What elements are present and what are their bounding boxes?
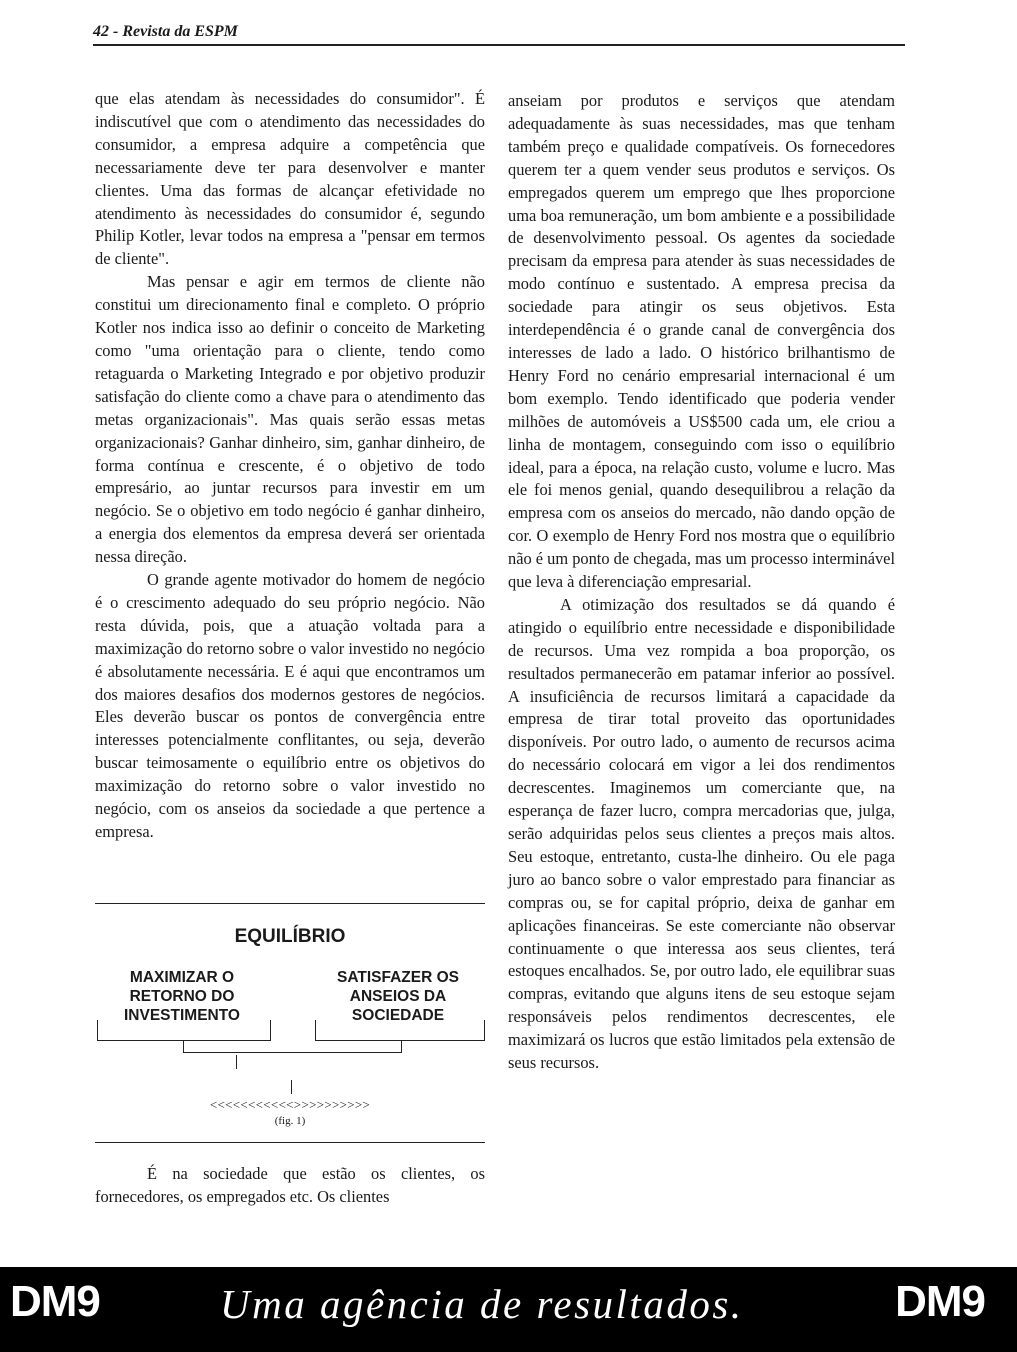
paragraph: O grande agente motivador do homem de negócio é o crescimento adequado do seu próprio negócio. Não resta dúvida, pois, que a atuação voltada para a maximização do retorno sobre o valor investido no negócio é absolutamente necessária. E é aqui que encontramos um dos maiores desafios dos modernos gestores de negócios. Eles deverão buscar os pontos de convergência entre interesses potencialmente conflitantes, ou seja, deverão buscar teimosamente o equilíbrio entre os objetivos do maximização do retorno sobre o valor investido no negócio, com os anseios da sociedade a que pertence a empresa.: [95, 570, 485, 841]
left-bracket-tick: [270, 1020, 271, 1040]
dm9-logo-right: DM9: [895, 1277, 985, 1326]
paragraph: anseiam por produtos e serviços que atendam adequadamente às suas necessidades, mas que tenham também preço e qualidade compatíveis. Os fornecedores querem ter a quem vender seus produtos e serviços. Os empregados querem um emprego que lhes proporcione uma boa remuneração, um bom ambiente e a possibilidade de desenvolvimento pessoal. Os agentes da sociedade precisam da empresa para atender às suas necessidades de modo contínuo e sustentado. A empresa precisa da sociedade para atingir os seus objetivos. Esta interdependência é o grande canal de convergência dos interesses de lado a lado. O histórico brilhantismo de Henry Ford no cenário empresarial internacional é um bom exemplo. Tendo identificado que poderia vender milhões de automóveis a US$500 cada um, ele criou a linha de montagem, conseguindo com isso o equilíbrio ideal, para a época, na relação custo, volume e lucro. Mas ele foi menos genial, quando desequilibrou a relação da empresa com os anseios do mercado, não dando opção de cor. O exemplo de Henry Ford nos mostra que o equilíbrio não é um ponto de chegada, mas um processo interminável que leva à diferenciação empresarial.: [508, 91, 895, 592]
right-column: [508, 90, 895, 1075]
figure-arrows: <<<<<<<<<<<>>>>>>>>>>: [209, 1097, 371, 1112]
left-column: [95, 88, 485, 844]
join-tick: [401, 1041, 402, 1052]
join-tick: [183, 1041, 184, 1052]
banner-slogan: Uma agência de resultados.: [220, 1281, 744, 1327]
running-header: [93, 22, 905, 46]
figure-right-box: SATISFAZER OS ANSEIOS DA SOCIEDADE: [336, 969, 459, 1024]
dm9-logo-left: DM9: [10, 1277, 100, 1326]
advertisement-banner: [0, 1267, 1017, 1352]
equilibrium-figure: [95, 903, 485, 1143]
paragraph: É na sociedade que estão os clientes, os fornecedores, os empregados etc. Os clientes: [95, 1164, 485, 1206]
figure-title: EQUILÍBRIO: [234, 926, 346, 947]
header-title: 42 - Revista da ESPM: [93, 23, 238, 40]
figure-left-box: MAXIMIZAR O RETORNO DO INVESTIMENTO: [124, 969, 240, 1024]
left-bracket-tick: [97, 1020, 98, 1040]
right-bracket-bar: [315, 1040, 485, 1041]
center-stem: [291, 1080, 292, 1094]
paragraph: Mas pensar e agir em termos de cliente não constitui um direcionamento final e completo. O próprio Kotler nos indica isso ao definir o conceito de Marketing como "uma orientação para o cliente, tendo como retaguarda o Marketing Integrado e por objetivo produzir satisfação do cliente como a chave para o atendimento das metas organizacionais". Mas quais serão essas metas organizacionais? Ganhar dinheiro, sim, ganhar dinheiro, de forma contínua e crescente, é o objetivo de todo empresário, ao juntar recursos para investir em um negócio. Se o objetivo em todo negócio é ganhar dinheiro, a energia dos elementos da empresa deverá ser orientada nessa direção.: [95, 272, 485, 567]
join-bar: [183, 1052, 402, 1053]
center-stem: [236, 1055, 237, 1069]
paragraph: que elas atendam às necessidades do consumidor". É indiscutível que com o atendimento das necessidades do consumidor, a empresa adquire a competência que necessariamente deve ter para desenvolver e manter clientes. Uma das formas de alcançar efetividade no atendimento às necessidades do consumidor é, segundo Philip Kotler, levar todos na empresa a "pensar em termos de cliente".: [95, 89, 485, 269]
right-bracket-tick: [315, 1020, 316, 1040]
left-column-continuation: [95, 1163, 485, 1209]
paragraph: A otimização dos resultados se dá quando é atingido o equilíbrio entre necessidade e disponibilidade de recursos. Uma vez rompida a boa proporção, os resultados permanecerão em patamar inferior ao possível. A insuficiência de recursos limitará a capacidade da empresa de tirar total proveito das oportunidades disponíveis. Por outro lado, o aumento de recursos acima do necessário colocará em vigor a lei dos rendimentos decrescentes. Imaginemos um comerciante que, na esperança de fazer lucro, compra mercadorias que, julga, serão adquiridas pelos seus clientes a preços mais altos. Seu estoque, entretanto, custa-lhe dinheiro. Ou ele paga juro ao banco sobre o valor emprestado para financiar as compras ou, se for capital próprio, deixa de ganhar em aplicações financeiras. Se este comerciante não observar continuamente o que interessa aos seus clientes, terá estoques encalhados. Se, por outro lado, ele equilibrar suas compras, evitando que alguns itens de seu estoque sejam responsáveis pelos rendimentos decrescentes, ele maximizará os lucros que estão limitados pela extensão de seus recursos.: [508, 594, 895, 1073]
figure-caption: (fig. 1): [274, 1115, 306, 1127]
left-bracket-bar: [97, 1040, 271, 1041]
right-bracket-tick: [484, 1020, 485, 1040]
